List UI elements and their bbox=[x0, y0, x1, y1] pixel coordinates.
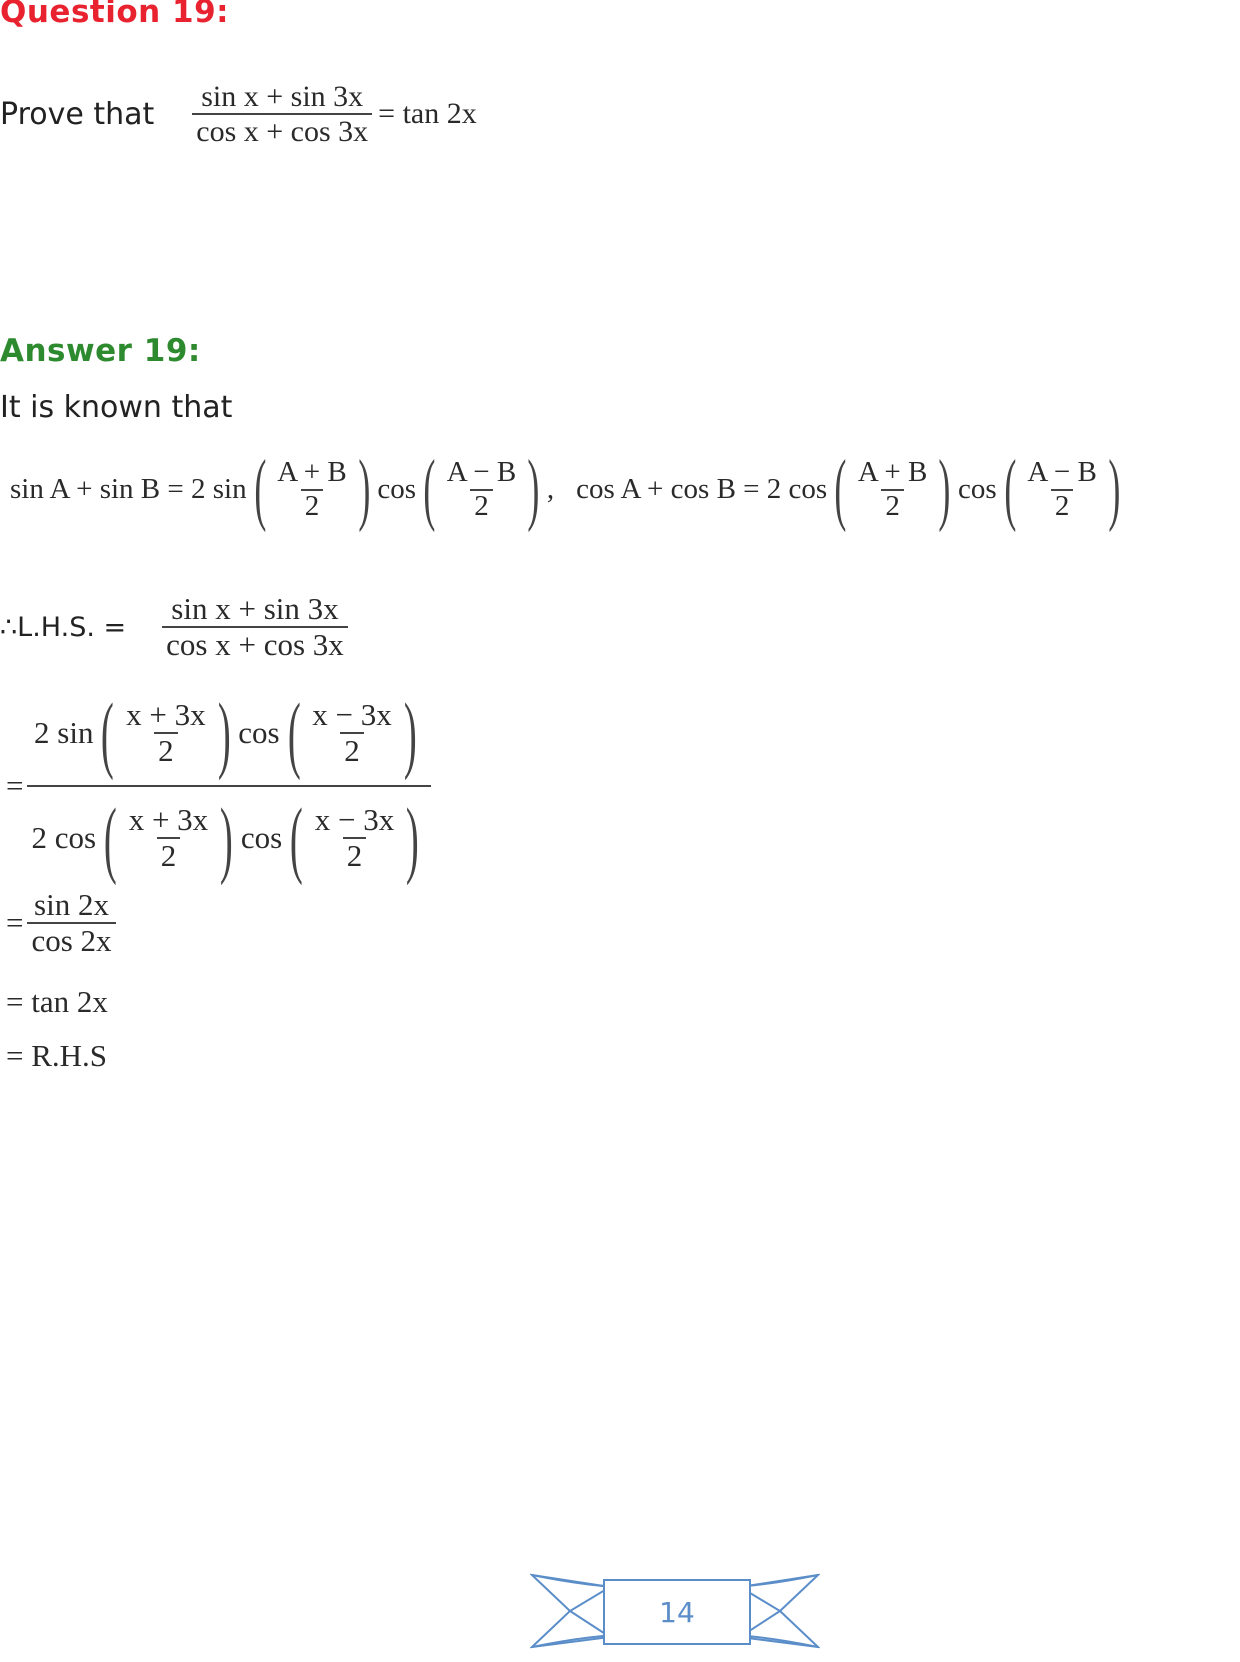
identity-cos-mid: cos bbox=[958, 473, 997, 505]
step1-top-f2-num: x − 3x bbox=[312, 697, 392, 733]
question-rhs: = tan 2x bbox=[378, 97, 477, 130]
identity-cos-f2-num: A − B bbox=[1027, 455, 1097, 488]
step4: = R.H.S bbox=[6, 1038, 108, 1073]
identity-sin-f2-num: A − B bbox=[446, 455, 517, 488]
step1-top-f1-den: 2 bbox=[154, 732, 178, 768]
question-heading: Question 19: bbox=[0, 0, 230, 30]
identity-sin-mid: cos bbox=[377, 473, 417, 505]
step1-top-f1-num: x + 3x bbox=[126, 697, 206, 733]
step2-fraction bbox=[27, 888, 115, 958]
identity-separator: , bbox=[546, 473, 555, 505]
identity-sin-f2-den: 2 bbox=[470, 489, 493, 523]
step1-bot-f2-num: x − 3x bbox=[314, 801, 395, 837]
step2 bbox=[6, 888, 116, 958]
identity-cos-f2-den: 2 bbox=[1051, 489, 1074, 523]
step1-equals: = bbox=[6, 767, 24, 803]
step1-bot-f1-den: 2 bbox=[157, 837, 181, 873]
lhs-fraction bbox=[162, 592, 348, 662]
sum-to-product-identities bbox=[10, 444, 1128, 535]
identity-sin-paren2: ( $\frac{A - B}{2}$ ) bbox=[423, 445, 540, 533]
step1 bbox=[6, 686, 431, 885]
step1-top-f2-den: 2 bbox=[340, 732, 364, 768]
step1-fraction bbox=[27, 686, 430, 885]
question-statement bbox=[0, 80, 477, 148]
identity-sin-lead: sin A + sin B = 2 sin bbox=[10, 473, 247, 505]
page-footer bbox=[530, 1565, 820, 1658]
identity-cos-f1-den: 2 bbox=[881, 489, 904, 523]
step1-bot-f2-den: 2 bbox=[343, 837, 367, 873]
identity-sin-paren1: ( $\frac{A + B}{2}$ ) bbox=[253, 445, 371, 533]
identity-cos-paren2: ( $\frac{A - B}{2}$ ) bbox=[1004, 445, 1121, 533]
step1-bot-mid: cos bbox=[240, 819, 283, 855]
question-prompt: Prove that bbox=[0, 96, 155, 132]
step2-numerator: sin 2x bbox=[34, 887, 109, 922]
identity-cos-f1-num: A + B bbox=[857, 455, 928, 488]
answer-intro: It is known that bbox=[0, 390, 233, 425]
question-fraction bbox=[192, 80, 372, 148]
page-number: 14 bbox=[603, 1579, 751, 1645]
lhs-line bbox=[0, 592, 348, 662]
lhs-label: ∴L.H.S. = bbox=[0, 611, 127, 643]
question-fraction-numerator: sin x + sin 3x bbox=[201, 80, 364, 113]
identity-sin-f1-den: 2 bbox=[301, 489, 324, 523]
lhs-numerator: sin x + sin 3x bbox=[171, 591, 339, 626]
step1-bot-lead: 2 cos bbox=[31, 819, 97, 855]
step2-equals: = bbox=[6, 905, 24, 941]
step3: = tan 2x bbox=[6, 984, 108, 1019]
identity-sin-f1-num: A + B bbox=[277, 455, 347, 488]
answer-heading: Answer 19: bbox=[0, 333, 201, 369]
step1-top-mid: cos bbox=[238, 715, 280, 751]
lhs-denominator: cos x + cos 3x bbox=[162, 626, 348, 662]
question-fraction-denominator: cos x + cos 3x bbox=[192, 113, 372, 148]
step1-numerator: 2 sin ( $\frac{x + 3x}{2}$ ) cos ( $\frac{x - 3x}{2}$ ) bbox=[34, 685, 417, 781]
step1-denominator: 2 cos ( $\frac{x + 3x}{2}$ ) cos ( $\frac{x - 3x}{2}$ ) bbox=[27, 785, 430, 886]
identity-cos-paren1: ( $\frac{A + B}{2}$ ) bbox=[834, 445, 951, 533]
step2-denominator: cos 2x bbox=[27, 922, 115, 958]
step1-top-lead: 2 sin bbox=[34, 715, 94, 751]
step1-bot-f1-num: x + 3x bbox=[128, 801, 209, 837]
identity-cos-lead: cos A + cos B = 2 cos bbox=[576, 473, 828, 505]
